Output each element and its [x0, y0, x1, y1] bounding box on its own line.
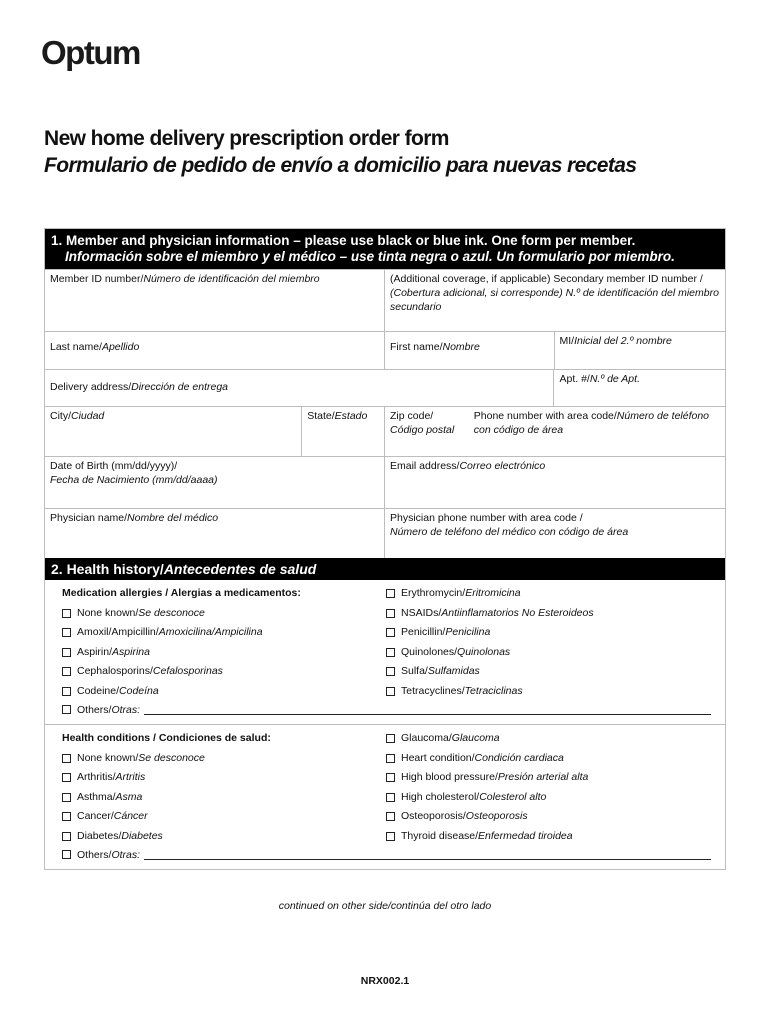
- checkbox-icon[interactable]: [386, 793, 395, 802]
- option-label-es: Penicilina: [445, 626, 491, 638]
- field-label-es: Código postal: [390, 424, 455, 436]
- checkbox-icon[interactable]: [62, 754, 71, 763]
- checkbox-icon[interactable]: [62, 773, 71, 782]
- allergy-checkbox[interactable]: [62, 604, 386, 624]
- option-label: High cholesterol/: [401, 790, 480, 803]
- field-label: City/: [50, 410, 71, 422]
- option-label: Amoxil/Ampicillin/: [77, 626, 159, 638]
- zip-code-field[interactable]: [384, 407, 469, 456]
- checkbox-icon[interactable]: [62, 850, 71, 859]
- condition-checkbox[interactable]: [386, 729, 710, 749]
- condition-checkbox[interactable]: [386, 768, 710, 788]
- option-label: Cephalosporins/: [77, 665, 153, 677]
- checkbox-icon[interactable]: [62, 832, 71, 841]
- option-label-es: Aspirina: [112, 645, 150, 658]
- option-label-es: Se desconoce: [138, 751, 205, 764]
- option-label-es: Se desconoce: [138, 606, 205, 619]
- apt-field[interactable]: [553, 370, 725, 406]
- allergies-heading: Medication allergies / Alergias a medicamentos:: [62, 587, 301, 599]
- option-label-es: Condición cardiaca: [474, 751, 564, 764]
- option-label: Asthma/: [77, 790, 116, 803]
- section-1-title-es: Información sobre el miembro y el médico – use tinta negra o azul. Un formulario por miembro.: [65, 249, 675, 264]
- form-title-en: New home delivery prescription order form: [44, 127, 449, 150]
- option-label-es: Codeína: [119, 684, 159, 697]
- allergies-right-column: [386, 584, 710, 701]
- continued-note: continued on other side/continúa del otro lado: [278, 900, 492, 912]
- field-label: Physician name/: [50, 512, 128, 524]
- field-label-es: Nombre: [442, 341, 480, 353]
- option-label: Penicillin/: [401, 626, 446, 638]
- field-label-es: Estado: [334, 410, 368, 422]
- section-2-title-es: Antecedentes de salud: [163, 561, 317, 577]
- field-label: Zip code/: [390, 410, 434, 422]
- field-label: Physician phone number with area code /: [390, 512, 583, 524]
- conditions-right-column: [386, 729, 710, 846]
- form-title: [44, 125, 636, 179]
- condition-checkbox[interactable]: [62, 749, 386, 769]
- field-label: MI/: [559, 335, 575, 347]
- form-title-es: Formulario de pedido de envío a domicilio para nuevas recetas: [44, 154, 637, 177]
- email-field[interactable]: [384, 457, 725, 508]
- field-label: Email address/: [390, 460, 460, 472]
- allergy-checkbox[interactable]: [386, 682, 710, 702]
- allergy-checkbox[interactable]: [386, 604, 710, 624]
- condition-checkbox[interactable]: [62, 827, 386, 847]
- checkbox-icon[interactable]: [62, 687, 71, 696]
- condition-checkbox[interactable]: [386, 827, 710, 847]
- field-label-es: Número de teléfono con código de área: [473, 410, 710, 436]
- option-label-es: Cáncer: [113, 810, 148, 822]
- field-label-es: N.º de Apt.: [589, 373, 640, 385]
- field-label-es: Ciudad: [71, 410, 105, 422]
- field-label: State/: [307, 410, 335, 422]
- condition-checkbox[interactable]: [62, 768, 386, 788]
- option-label: High blood pressure/: [401, 771, 498, 783]
- form-code: NRX002.1: [360, 975, 410, 987]
- option-label: Thyroid disease/: [401, 829, 479, 842]
- other-conditions-field[interactable]: [62, 846, 711, 863]
- field-label: Apt. #/: [559, 373, 590, 385]
- option-label: Cancer/: [77, 810, 114, 822]
- allergy-checkbox[interactable]: [386, 623, 710, 643]
- option-label: Glaucoma/: [401, 732, 452, 744]
- checkbox-icon[interactable]: [62, 628, 71, 637]
- condition-checkbox[interactable]: [386, 749, 710, 769]
- field-label-es: Número de identificación del miembro: [143, 273, 320, 285]
- section-2-header: [45, 558, 725, 580]
- state-field[interactable]: [301, 407, 384, 456]
- option-label: Osteoporosis/: [401, 810, 466, 822]
- checkbox-icon[interactable]: [386, 812, 395, 821]
- conditions-heading: Health conditions / Condiciones de salud:: [62, 732, 271, 744]
- option-label: None known/: [77, 751, 139, 764]
- allergy-checkbox[interactable]: [62, 643, 386, 663]
- section-1-title-en: 1. Member and physician information – please use black or blue ink. One form per member.: [51, 233, 636, 248]
- phone-field[interactable]: [469, 407, 725, 456]
- middle-initial-field[interactable]: [554, 332, 726, 369]
- allergies-left-column: [62, 584, 386, 701]
- field-label-es: Nombre del médico: [127, 512, 219, 524]
- others-label-es: Otras:: [111, 848, 141, 861]
- field-label-es: Inicial del 2.º nombre: [574, 335, 672, 347]
- others-label: Others/: [77, 848, 112, 861]
- option-label: Heart condition/: [401, 751, 475, 764]
- option-label: Arthritis/: [77, 771, 116, 783]
- section-1-header: [45, 229, 725, 269]
- last-name-field[interactable]: [45, 332, 384, 369]
- allergy-checkbox[interactable]: [62, 662, 386, 682]
- option-label: Aspirin/: [77, 645, 113, 658]
- others-label: Others/: [77, 703, 112, 716]
- option-label-es: Amoxicilina/Ampicilina: [158, 626, 263, 638]
- health-history: [45, 580, 725, 869]
- first-name-field[interactable]: [384, 332, 554, 369]
- allergy-checkbox[interactable]: [62, 682, 386, 702]
- option-label: None known/: [77, 606, 139, 619]
- option-label-es: Glaucoma: [451, 732, 500, 744]
- option-label-es: Enfermedad tiroidea: [478, 829, 573, 842]
- checkbox-icon[interactable]: [386, 667, 395, 676]
- checkbox-icon[interactable]: [386, 589, 395, 598]
- option-label-es: Quinolonas: [457, 645, 511, 658]
- field-label: First name/: [389, 341, 443, 353]
- divider: [45, 724, 725, 725]
- option-label: Tetracyclines/: [401, 684, 465, 697]
- field-label-es: Correo electrónico: [459, 460, 546, 472]
- allergy-checkbox[interactable]: [386, 643, 710, 663]
- date-of-birth-field[interactable]: [45, 457, 384, 508]
- option-label-es: Antiinflamatorios No Esteroideos: [441, 606, 594, 619]
- condition-checkbox[interactable]: [386, 807, 710, 827]
- member-id-field[interactable]: [45, 270, 384, 331]
- checkbox-icon[interactable]: [386, 628, 395, 637]
- option-label-es: Cefalosporinas: [152, 665, 223, 677]
- option-label-es: Eritromicina: [465, 587, 521, 599]
- option-label: NSAIDs/: [401, 606, 442, 619]
- option-label-es: Presión arterial alta: [497, 771, 589, 783]
- checkbox-icon[interactable]: [386, 609, 395, 618]
- condition-checkbox[interactable]: [62, 788, 386, 808]
- option-label: Erythromycin/: [401, 587, 466, 599]
- write-in-line[interactable]: [144, 704, 711, 715]
- option-label: Diabetes/: [77, 829, 122, 842]
- option-label-es: Tetraciclinas: [464, 684, 523, 697]
- field-label-es: Apellido: [101, 341, 140, 353]
- field-label: (Additional coverage, if applicable) Secondary member ID number /: [390, 273, 703, 285]
- checkbox-icon[interactable]: [62, 667, 71, 676]
- field-label: Date of Birth (mm/dd/yyyy)/: [50, 460, 178, 472]
- field-label-es: Fecha de Nacimiento (mm/dd/aaaa): [50, 474, 218, 486]
- city-field[interactable]: [45, 407, 301, 456]
- conditions-left-column: [62, 729, 386, 846]
- condition-checkbox[interactable]: [62, 807, 386, 827]
- secondary-member-id-field[interactable]: [384, 270, 725, 331]
- checkbox-icon[interactable]: [386, 754, 395, 763]
- field-label: Last name/: [50, 341, 102, 353]
- write-in-line[interactable]: [144, 849, 711, 860]
- order-form: [44, 228, 726, 870]
- others-label-es: Otras:: [111, 703, 141, 716]
- condition-checkbox[interactable]: [386, 788, 710, 808]
- option-label-es: Colesterol alto: [479, 790, 547, 803]
- field-label: Phone number with area code/: [473, 410, 617, 422]
- checkbox-icon[interactable]: [386, 773, 395, 782]
- field-label: Delivery address/: [50, 381, 132, 393]
- option-label-es: Sulfamidas: [427, 665, 480, 677]
- option-label-es: Diabetes: [121, 829, 163, 842]
- field-label: Member ID number/: [50, 273, 144, 285]
- option-label-es: Artritis: [115, 771, 146, 783]
- checkbox-icon[interactable]: [386, 687, 395, 696]
- option-label: Quinolones/: [401, 645, 458, 658]
- checkbox-icon[interactable]: [386, 648, 395, 657]
- optum-logo: Optum: [41, 34, 140, 71]
- checkbox-icon[interactable]: [62, 793, 71, 802]
- other-allergies-field[interactable]: [62, 701, 711, 718]
- checkbox-icon[interactable]: [62, 705, 71, 714]
- allergy-checkbox[interactable]: [62, 623, 386, 643]
- field-label-es: Número de teléfono del médico con código de área: [390, 526, 629, 538]
- physician-name-field[interactable]: [45, 509, 384, 558]
- delivery-address-field[interactable]: [45, 370, 553, 406]
- checkbox-icon[interactable]: [386, 734, 395, 743]
- field-label-es: (Cobertura adicional, si corresponde) N.º de identificación del miembro secundario: [390, 287, 719, 313]
- checkbox-icon[interactable]: [62, 609, 71, 618]
- checkbox-icon[interactable]: [62, 648, 71, 657]
- allergy-checkbox[interactable]: [386, 584, 710, 604]
- physician-phone-field[interactable]: [384, 509, 725, 558]
- allergy-checkbox[interactable]: [386, 662, 710, 682]
- checkbox-icon[interactable]: [386, 832, 395, 841]
- field-label-es: Dirección de entrega: [131, 381, 229, 393]
- option-label: Sulfa/: [401, 665, 428, 677]
- option-label-es: Asma: [115, 790, 143, 803]
- option-label: Codeine/: [77, 684, 120, 697]
- section-2-title-en: 2. Health history/: [51, 561, 164, 577]
- checkbox-icon[interactable]: [62, 812, 71, 821]
- option-label-es: Osteoporosis: [465, 810, 528, 822]
